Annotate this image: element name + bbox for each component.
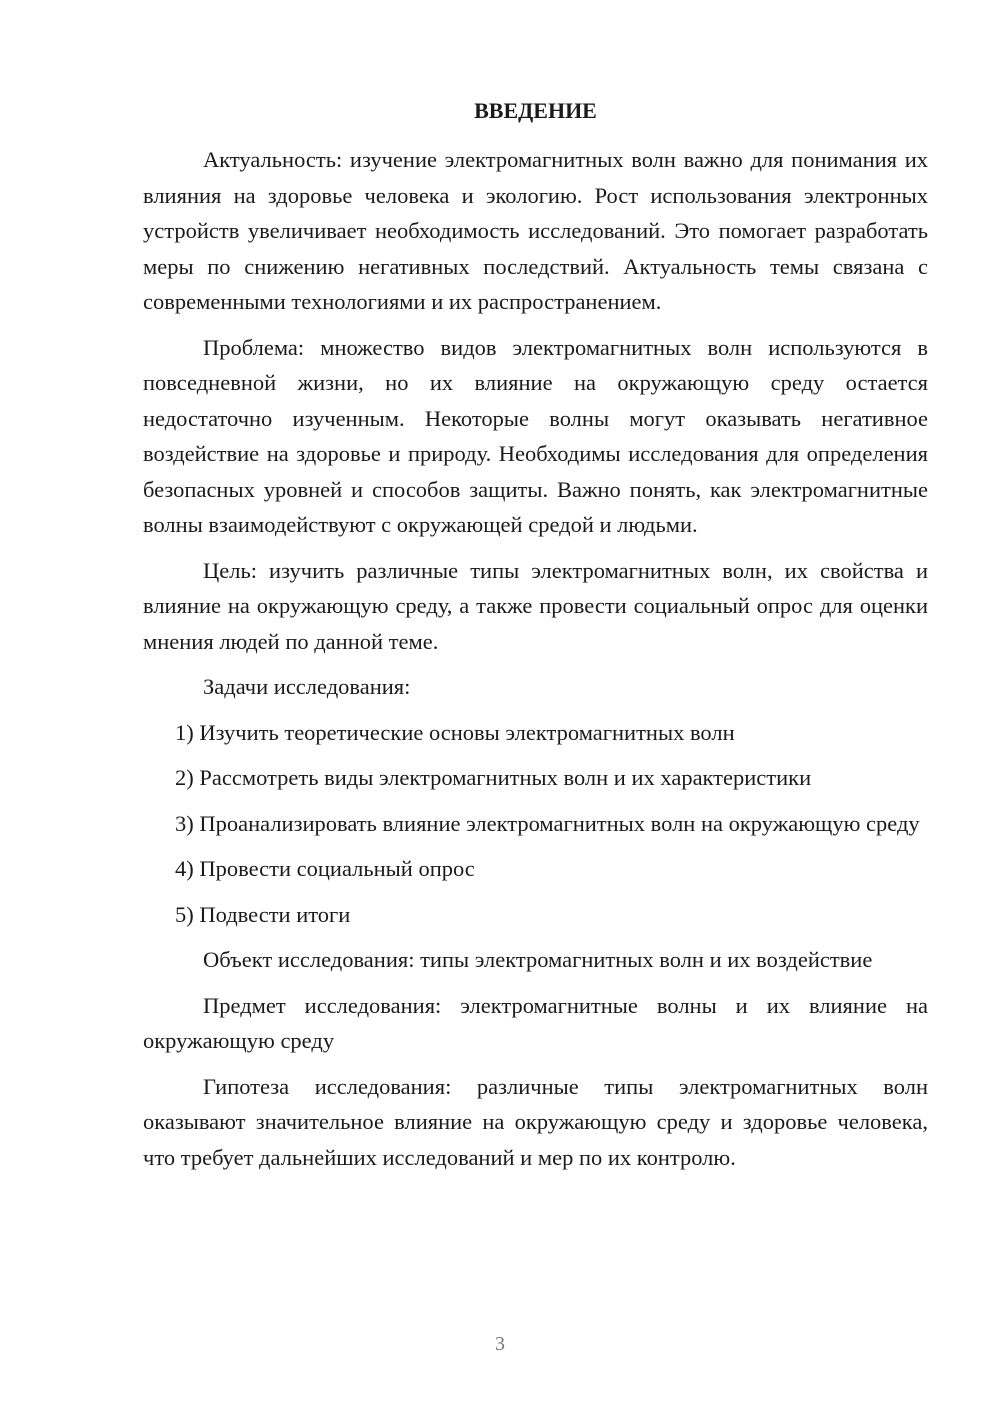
- page-number: 3: [495, 1333, 505, 1355]
- task-item-1: 1) Изучить теоретические основы электромагнитных волн: [175, 719, 735, 745]
- relevance-paragraph: Актуальность: изучение электромагнитных волн важно для понимания их влияния на здоровье человека и экологию. Рост использования электронных устройств увеличивает необходимость исследований. Это помогает разработать меры по снижению негативных последствий. Актуальность темы связана с современными технологиями и их распространением.: [143, 147, 928, 314]
- tasks-heading: Задачи исследования:: [203, 674, 411, 699]
- goal-paragraph: Цель: изучить различные типы электромагнитных волн, их свойства и влияние на окружающую среду, а также провести социальный опрос для оценки мнения людей по данной теме.: [143, 557, 928, 654]
- task-item-5: 5) Подвести итоги: [175, 901, 351, 927]
- hypothesis-paragraph: Гипотеза исследования: различные типы электромагнитных волн оказывают значительное влияние на окружающую среду и здоровье человека, что требует дальнейших исследований и мер по их контролю.: [143, 1073, 928, 1170]
- research-object-paragraph: Объект исследования: типы электромагнитных волн и их воздействие: [203, 947, 873, 972]
- page-title: ВВЕДЕНИЕ: [474, 98, 597, 123]
- problem-paragraph: Проблема: множество видов электромагнитных волн используются в повседневной жизни, но их влияние на окружающую среду остается недостаточно изученным. Некоторые волны могут оказывать негативное воздействие на здоровье и природу. Необходимы исследования для определения безопасных уровней и способов защиты. Важно понять, как электромагнитные волны взаимодействуют с окружающей средой и людьми.: [143, 334, 928, 537]
- task-item-3: 3) Проанализировать влияние электромагнитных волн на окружающую среду: [175, 810, 920, 836]
- research-subject-paragraph: Предмет исследования: электромагнитные волны и их влияние на окружающую среду: [143, 992, 928, 1053]
- task-item-2: 2) Рассмотреть виды электромагнитных волн и их характеристики: [175, 765, 812, 790]
- task-item-4: 4) Провести социальный опрос: [175, 856, 475, 881]
- document-body: [143, 142, 928, 1185]
